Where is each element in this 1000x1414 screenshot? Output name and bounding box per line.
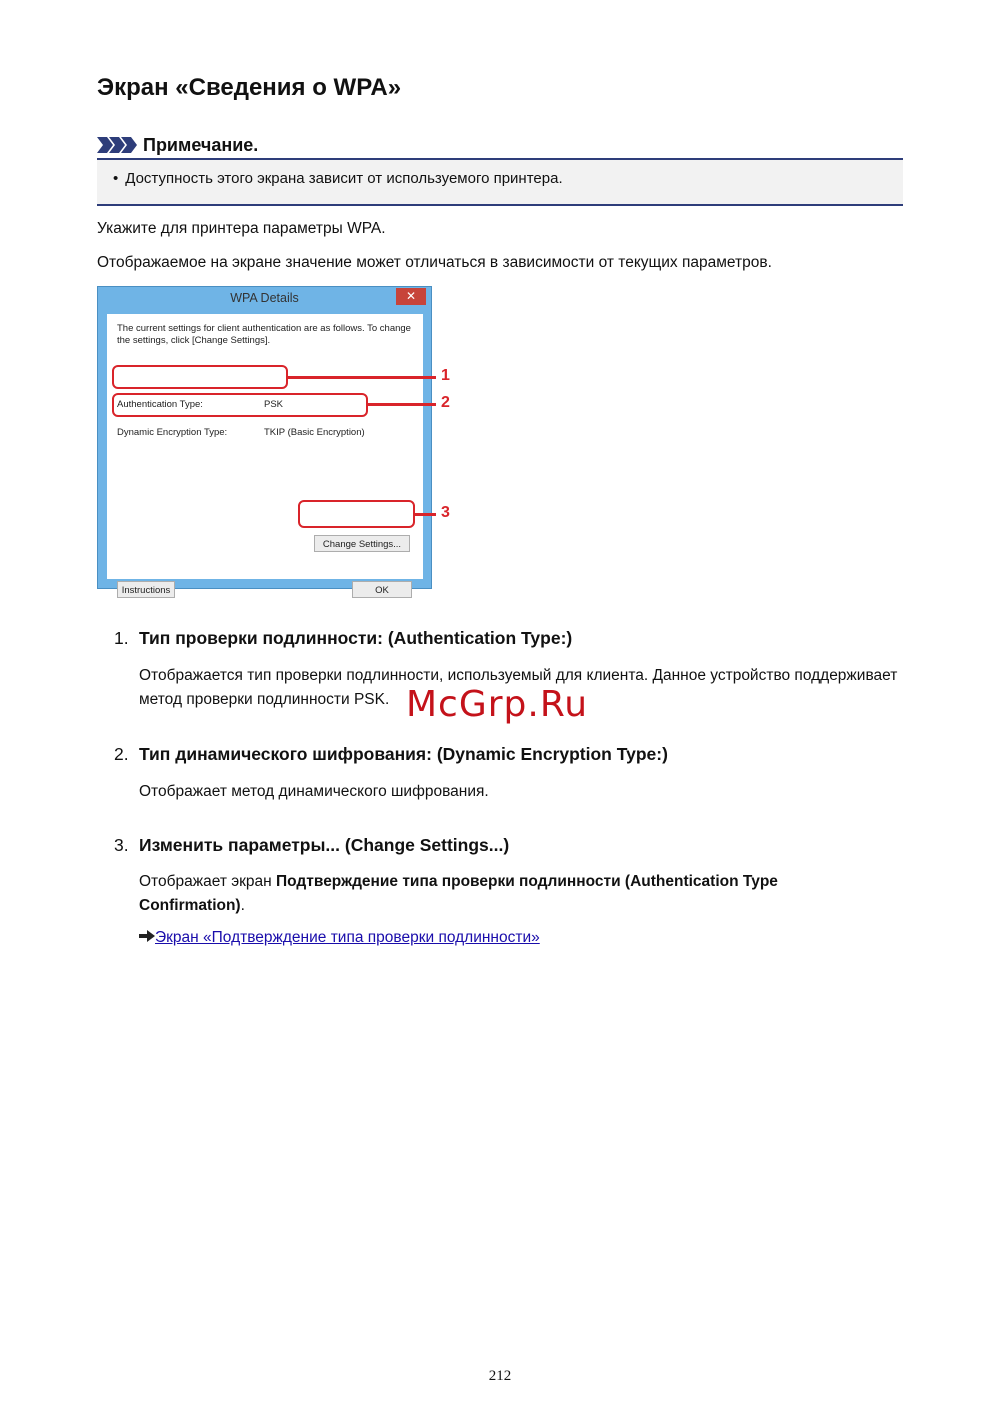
confirmation-link-row — [139, 929, 540, 947]
item-2-heading: Тип динамического шифрования: (Dynamic Encryption Type:) — [139, 744, 668, 764]
auth-type-highlight — [112, 365, 288, 389]
encryption-type-highlight — [112, 393, 368, 417]
item-3-text-bold: Подтверждение типа проверки подлинности (Authentication Type Confirmation) — [139, 873, 778, 914]
item-3-text — [139, 870, 859, 918]
note-box — [97, 158, 903, 206]
item-3-heading: Изменить параметры... (Change Settings...) — [139, 835, 510, 855]
note-header — [97, 132, 258, 158]
auth-type-label: Authentication Type: — [117, 399, 203, 410]
callout-2: 2 — [441, 394, 450, 411]
callout-1: 1 — [441, 367, 450, 384]
intro-paragraph-1: Укажите для принтера параметры WPA. — [97, 220, 386, 237]
callout-leader-2 — [368, 403, 436, 406]
encryption-type-value: TKIP (Basic Encryption) — [264, 427, 365, 438]
note-item-text: Доступность этого экрана зависит от используемого принтера. — [125, 170, 563, 187]
item-1-text: Отображается тип проверки подлинности, используемый для клиента. Данное устройство поддерживает метод проверки подлинности PSK. — [139, 667, 898, 708]
page-number: 212 — [488, 1368, 512, 1384]
change-settings-highlight — [298, 500, 415, 528]
arrow-right-icon — [139, 929, 155, 947]
close-icon[interactable]: ✕ — [396, 288, 426, 305]
confirmation-screen-link[interactable]: Экран «Подтверждение типа проверки подлинности» — [155, 929, 540, 946]
ok-button[interactable]: OK — [352, 581, 412, 598]
dialog-description: The current settings for client authentication are as follows. To change the settings, click [Change Settings]. — [117, 323, 411, 346]
item-1-number: 1. — [114, 628, 129, 648]
note-item — [113, 170, 563, 187]
callout-leader-3 — [415, 513, 436, 516]
item-2-text: Отображает метод динамического шифрования. — [139, 783, 489, 800]
dialog-client-area — [107, 314, 423, 596]
note-bullet: • — [113, 170, 119, 187]
item-1-heading: Тип проверки подлинности: (Authentication Type:) — [139, 628, 573, 648]
dialog-title: WPA Details — [230, 291, 299, 305]
note-arrows-icon — [97, 137, 137, 153]
note-label: Примечание. — [143, 134, 259, 155]
watermark: McGrp.Ru — [406, 684, 589, 725]
intro-paragraph-2: Отображаемое на экране значение может отличаться в зависимости от текущих параметров. — [97, 254, 772, 271]
encryption-type-label: Dynamic Encryption Type: — [117, 427, 228, 438]
instructions-button[interactable]: Instructions — [117, 581, 175, 598]
item-3-number: 3. — [114, 835, 129, 855]
item-3-text-suffix: . — [240, 897, 245, 914]
page-title: Экран «Сведения о WPA» — [97, 74, 402, 101]
wpa-details-dialog — [97, 286, 432, 596]
auth-type-value: PSK — [264, 399, 284, 410]
callout-leader-1 — [288, 376, 436, 379]
item-3-text-prefix: Отображает экран — [139, 873, 277, 890]
change-settings-button[interactable]: Change Settings... — [314, 535, 410, 552]
callout-3: 3 — [441, 504, 450, 521]
item-2-number: 2. — [114, 744, 129, 764]
